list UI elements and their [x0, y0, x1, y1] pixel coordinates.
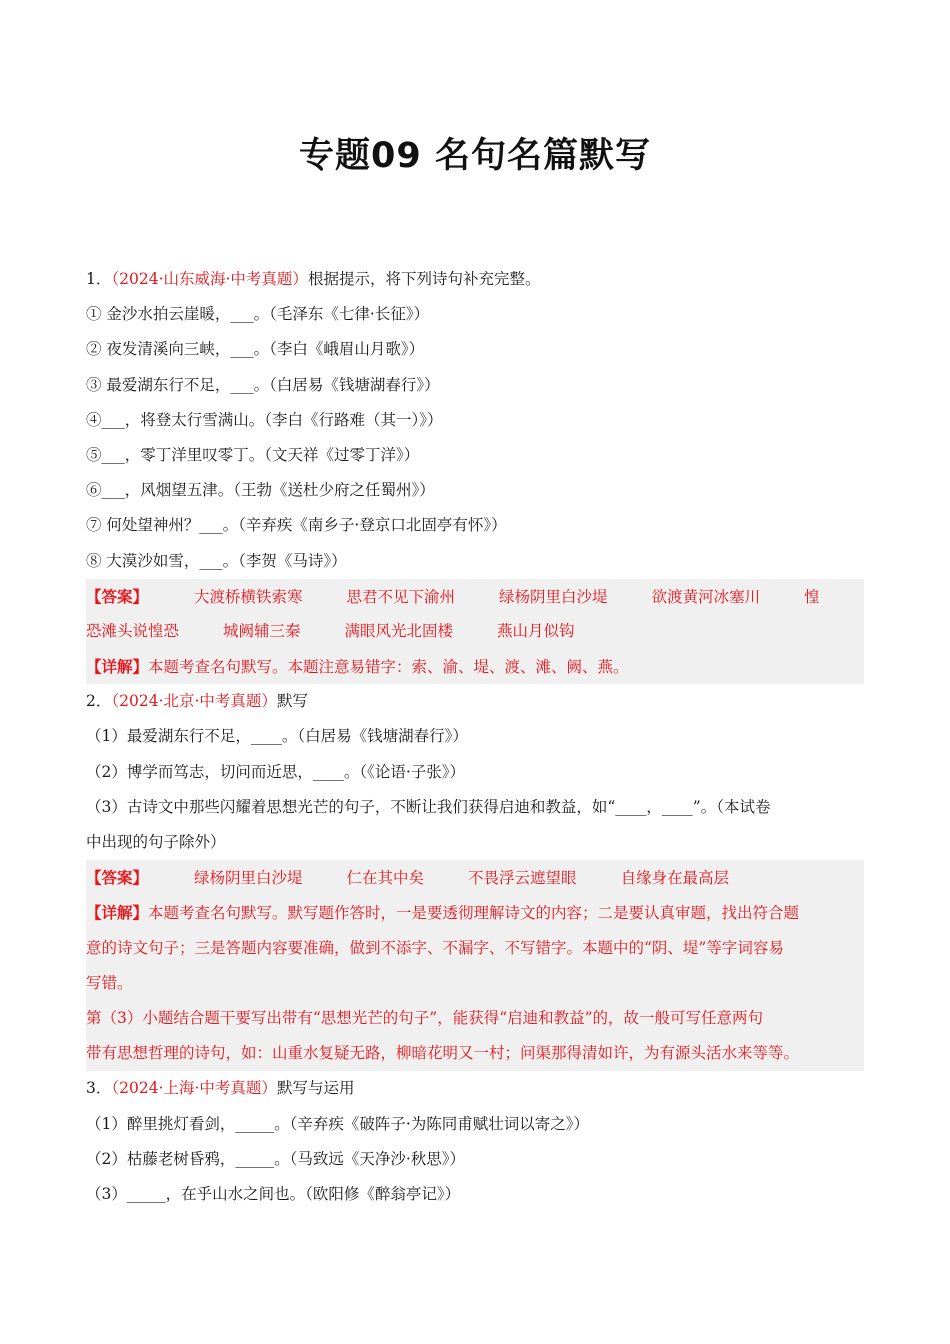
detail-line: 意的诗文句子；三是答题内容要准确，做到不添字、不漏字、不写错字。本题中的“阴、堤”等字词容易: [86, 938, 784, 957]
answer-line: [86, 579, 864, 614]
question-item: （1）醉里挑灯看剑，_____。（辛弃疾《破阵子·为陈同甫赋壮词以寄之》）: [86, 1114, 590, 1133]
detail-text: 本题考查名句默写。默写题作答时，一是要透彻理解诗文的内容；二是要认真审题，找出符合题: [148, 904, 800, 923]
question-1-header: [86, 262, 864, 297]
question-source: （2024·北京·中考真题）: [111, 692, 277, 711]
answer-text: 大渡桥横铁索寒: [194, 587, 303, 606]
question-prompt: 根据提示，将下列诗句补充完整。: [307, 270, 541, 288]
question-item: ⑥___，风烟望五津。（王勃《送杜少府之任蜀州》）: [86, 481, 435, 500]
answer-text: 燕山月似钩: [497, 621, 575, 640]
question-source: （2024·上海·中考真题）: [111, 1079, 277, 1098]
question-item: （3）古诗文中那些闪耀着思想光芒的句子，不断让我们获得启迪和教益，如“____，____”。（本试卷: [86, 797, 771, 816]
detail-label: 【详解】: [86, 903, 149, 923]
detail-line: [86, 895, 864, 930]
question-item: ③ 最爱湖东行不足，___。（白居易《钱塘湖春行》）: [86, 375, 440, 394]
answer-text: 城阙辅三秦: [223, 621, 301, 640]
answer-text: 自缘身在最高层: [620, 869, 730, 888]
question-item: （1）最爱湖东行不足，____。（白居易《钱塘湖春行》）: [86, 727, 468, 746]
question-item: 中出现的句子除外）: [86, 833, 226, 851]
question-item: ① 金沙水拍云崖暖，___。（毛泽东《七律·长征》）: [86, 305, 430, 324]
answer-text: 恐滩头说惶恐: [86, 621, 180, 640]
answer-text: 绿杨阴里白沙堤: [194, 869, 303, 888]
question-item: ⑧ 大漠沙如雪，___。（李贺《马诗》）: [86, 551, 347, 570]
question-number: 3．: [86, 1079, 112, 1098]
answer-label: 【答案】: [86, 868, 149, 888]
question-number: 2．: [86, 692, 112, 711]
question-prompt: 默写: [276, 692, 308, 711]
answer-text: 绿杨阴里白沙堤: [499, 587, 608, 606]
answer-box-2: [86, 860, 864, 1071]
answer-text: 不畏浮云遮望眼: [468, 869, 577, 888]
answer-text: 思君不见下渝州: [346, 587, 456, 606]
detail-text: 本题考查名句默写。本题注意易错字：索、渝、堤、渡、滩、阙、燕。: [148, 658, 629, 677]
answer-label: 【答案】: [86, 586, 149, 606]
page-title: 专题09 名句名篇默写: [299, 136, 651, 176]
question-item: （2）枯藤老树昏鸦，_____。（马致远《天净沙·秋思》）: [86, 1149, 466, 1168]
question-prompt: 默写与运用: [276, 1079, 355, 1098]
detail-line: 带有思想哲理的诗句，如：山重水复疑无路，柳暗花明又一村；问渠那得清如许，为有源头活水来等等。: [86, 1044, 800, 1063]
question-item: ② 夜发清溪向三峡，___。（李白《峨眉山月歌》）: [86, 340, 425, 359]
question-3-header: [86, 1071, 864, 1106]
answer-line: [86, 614, 864, 649]
question-item: （3）_____，在乎山水之间也。（欧阳修《醉翁亭记》）: [86, 1184, 461, 1203]
detail-line: 第（3）小题结合题干要写出带有“思想光芒的句子”，能获得“启迪和教益”的，故一般可写任意两句: [86, 1008, 764, 1027]
detail-line: 写错。: [86, 973, 133, 992]
question-2-header: [86, 684, 864, 719]
answer-line: [86, 860, 864, 895]
answer-text: 仁在其中矣: [346, 869, 425, 888]
question-item: ⑤___，零丁洋里叹零丁。（文天祥《过零丁洋》）: [86, 445, 420, 464]
detail-line: [86, 649, 864, 684]
answer-text: 满眼风光北固楼: [344, 621, 454, 640]
question-number: 1．: [86, 270, 112, 288]
question-item: （2）博学而笃志，切问而近思，____。（《论语·子张》）: [86, 762, 466, 781]
detail-label: 【详解】: [86, 657, 149, 677]
document-body: [86, 262, 864, 1212]
question-item: ④___，将登太行雪满山。（李白《行路难（其一）》）: [86, 410, 443, 429]
question-source: （2024·山东威海·中考真题）: [111, 270, 308, 288]
answer-text: 欲渡黄河冰塞川: [651, 587, 761, 606]
answer-text: 惶: [804, 587, 820, 606]
answer-box-1: [86, 579, 864, 685]
question-item: ⑦ 何处望神州？___。（辛弃疾《南乡子·登京口北固亭有怀》）: [86, 516, 507, 535]
